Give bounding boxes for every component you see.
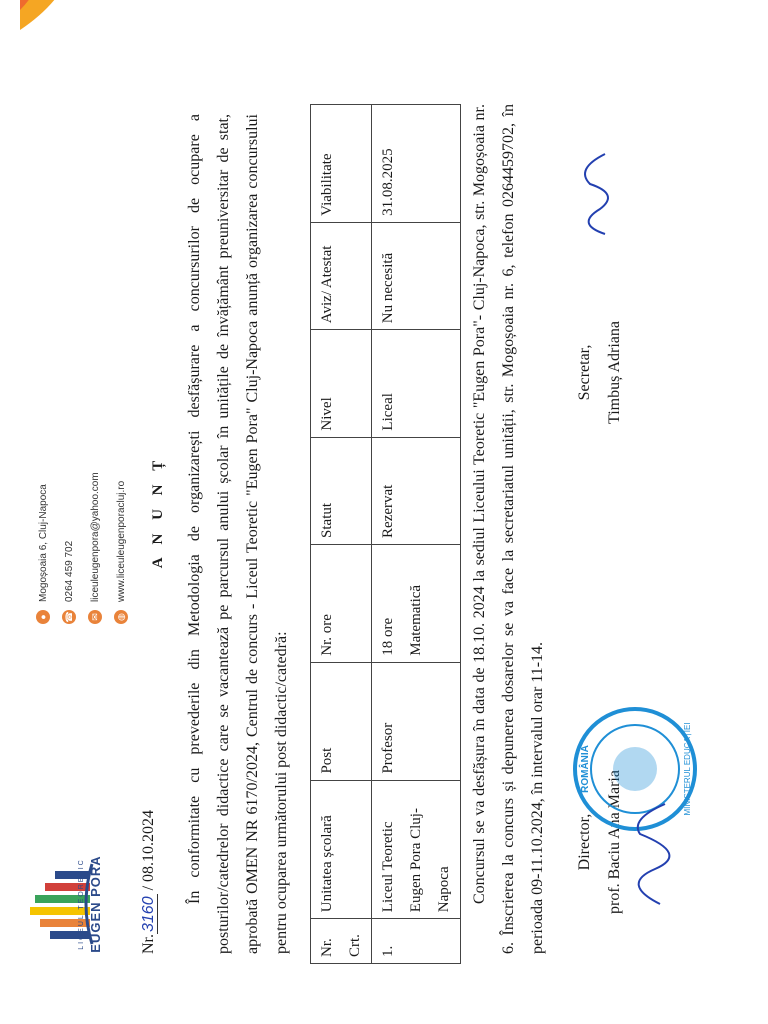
posts-table (310, 104, 461, 964)
table-row (372, 105, 461, 964)
table-cell: 18 ore Matematică (372, 544, 461, 662)
stamp-top: ROMÂNIA (580, 745, 591, 793)
contact-address: ● Mogoșoaia 6, Cluj-Napoca (30, 472, 56, 624)
nr-value: 3160 (140, 896, 157, 932)
doc-date: / 08.10.2024 (140, 809, 157, 891)
secretary-role: Secretar, (576, 344, 593, 401)
contact-phone: ☎ 0264 459 702 (63, 540, 75, 623)
location-icon: ● (36, 610, 50, 624)
secretary-block (570, 321, 630, 424)
registration-number: Nr.3160 / 08.10.2024 (140, 809, 157, 954)
table-cell: 1. (372, 919, 461, 964)
table-cell: Nu necesită (372, 222, 461, 329)
corner-decoration (20, 0, 80, 30)
director-signature (610, 794, 690, 914)
stamp-ring: MINISTERUL EDUCAȚIEI (683, 722, 692, 816)
logo-line1: LICEUL TEORETIC (78, 858, 85, 950)
table-header: Nivel (311, 330, 372, 437)
phone-icon: ☎ (62, 610, 76, 624)
table-cell: Rezervat (372, 437, 461, 544)
contact-web[interactable]: ◍ www.liceuleugenporacluj.ro (108, 472, 134, 624)
table-cell: Liceul Teoretic Eugen Pora Cluj-Napoca (372, 780, 461, 919)
table-header: Nr. Crt. (311, 919, 372, 964)
email-icon: ✉ (88, 610, 102, 624)
secretary-name: Timbuș Adriana (606, 321, 623, 424)
table-header: Aviz/ Atestat (311, 222, 372, 329)
intro-paragraph: În conformitate cu prevederile din Metodologia de organizarești desfășurare a concursurilor de ocupare a posturilor/catedrelor didactice care se vacantează pe parcursul anului școlar în unitățile de învățământ preuniversitar de stat, aprobată OMEN NR 6170/2024, Centrul de concurs - Liceul Teoretic "Eugen Pora" Cluj-Napoca anunță organizarea concursului pentru ocuparea următorului post didactic/catedră: (186, 114, 290, 954)
table-header: Statut (311, 437, 372, 544)
secretary-signature (565, 124, 625, 244)
table-cell: Liceal (372, 330, 461, 437)
table-cell: 31.08.2025 (372, 105, 461, 223)
web-icon: ◍ (114, 610, 128, 624)
table-cell: Profesor (372, 662, 461, 780)
table-header: Post (311, 662, 372, 780)
director-role: Director, (576, 813, 593, 871)
details-paragraph: Concursul se va desfășura în data de 18.10. 2024 la sediul Liceului Teoretic "Eugen Pora"- Cluj-Napoca, str. Mogoșoaia nr. 6. Înscrierea la concurs și depunerea dosarelor se va face la secretariatul unității, str. Mogoșoaia nr. 6, telefon 0264459702, în perioada 09-11.10.2024, în intervalul orar 11-14. (471, 104, 546, 954)
page-title: A N U N Ț (150, 455, 166, 569)
contact-email[interactable]: ✉ liceuleugenpora@yahoo.com (82, 472, 108, 624)
table-header-row (311, 105, 372, 964)
table-header: Viabilitate (311, 105, 372, 223)
table-header: Nr. ore (311, 544, 372, 662)
contact-block (30, 472, 134, 624)
table-header: Unitatea școlară (311, 780, 372, 919)
logo-line2: EUGEN PORA (88, 855, 103, 953)
director-name: prof. Baciu Ana Maria (606, 770, 623, 914)
